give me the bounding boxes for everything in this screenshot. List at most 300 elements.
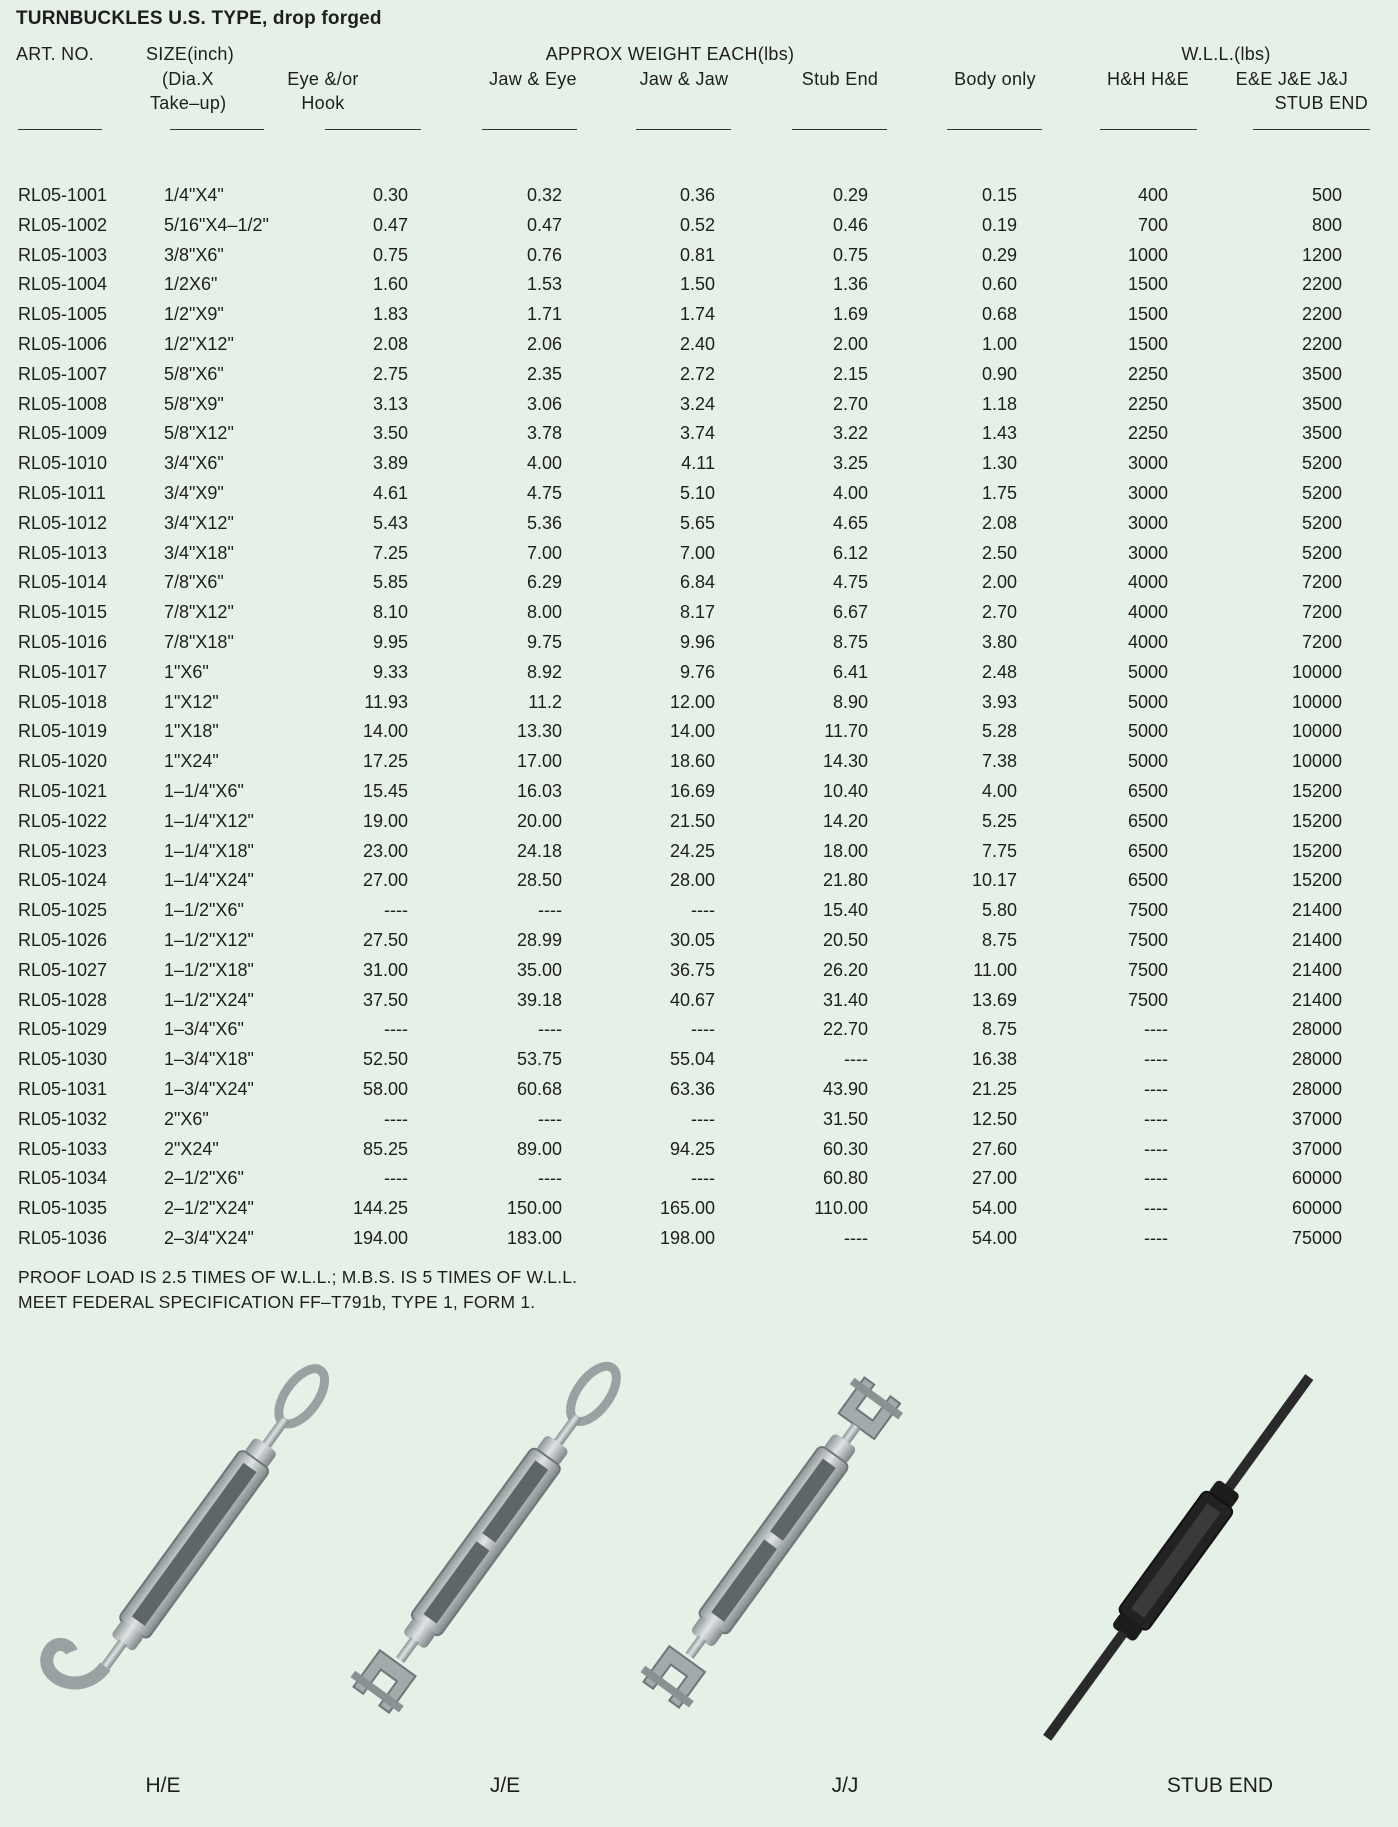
- cell-stub-end: 0.29: [832, 185, 868, 205]
- cell-eye-hook: 1.83: [372, 304, 408, 325]
- header-jaw-eye: Jaw & Eye: [489, 69, 577, 89]
- header-underline: [18, 129, 102, 130]
- cell-art-no: RL05-1021: [18, 781, 108, 801]
- header-wll-stub-end: STUB END: [1274, 93, 1368, 113]
- table-row: [0, 746, 1398, 776]
- cell-stub-end: 20.50: [822, 930, 868, 950]
- cell-stub-end: 6.67: [832, 602, 868, 623]
- cell-eye-hook: 5.43: [372, 512, 408, 533]
- cell-art-no: RL05-1026: [18, 930, 108, 950]
- table-row: [0, 836, 1398, 866]
- cell-wll-hh-he: ----: [1144, 1138, 1168, 1159]
- header-underline: [792, 129, 887, 130]
- cell-wll-ee-je-jj: 21400: [1291, 959, 1342, 980]
- cell-wll-hh-he: 5000: [1127, 661, 1168, 682]
- cell-art-no: RL05-1022: [18, 810, 108, 831]
- cell-stub-end: 26.20: [822, 959, 868, 980]
- cell-stub-end: 31.40: [822, 989, 868, 1010]
- cell-wll-hh-he: 2250: [1127, 423, 1168, 444]
- table-row: [0, 1014, 1398, 1044]
- table-row: [0, 1163, 1398, 1193]
- cell-body-only: 1.75: [981, 483, 1017, 503]
- cell-jaw-jaw: ----: [691, 1019, 715, 1040]
- cell-body-only: 8.75: [981, 930, 1017, 950]
- cell-wll-ee-je-jj: 15200: [1291, 781, 1342, 801]
- cell-body-only: 7.38: [981, 751, 1017, 772]
- cell-wll-hh-he: 400: [1137, 185, 1168, 205]
- table-row: [0, 508, 1398, 538]
- cell-jaw-eye: ----: [538, 900, 562, 921]
- cell-stub-end: 43.90: [822, 1079, 868, 1099]
- cell-wll-hh-he: 7500: [1127, 930, 1168, 950]
- cell-jaw-jaw: 4.11: [681, 453, 715, 474]
- cell-jaw-eye: 24.18: [516, 840, 562, 861]
- cell-jaw-eye: 2.06: [526, 334, 562, 354]
- cell-wll-hh-he: 3000: [1127, 542, 1168, 563]
- cell-eye-hook: 14.00: [362, 721, 408, 742]
- cell-eye-hook: ----: [384, 1019, 408, 1040]
- table-row: [0, 359, 1398, 389]
- cell-art-no: RL05-1007: [18, 363, 108, 384]
- cell-wll-ee-je-jj: 28000: [1291, 1049, 1342, 1070]
- cell-eye-hook: 15.45: [362, 781, 408, 801]
- cell-wll-hh-he: 6500: [1127, 840, 1168, 861]
- table-row: [0, 1193, 1398, 1223]
- header-body-only: Body only: [954, 69, 1036, 89]
- cell-jaw-eye: 3.78: [526, 423, 562, 444]
- cell-art-no: RL05-1009: [18, 423, 108, 444]
- cell-eye-hook: 37.50: [362, 989, 408, 1010]
- cell-jaw-eye: 39.18: [516, 989, 562, 1010]
- cell-jaw-eye: 4.00: [526, 453, 562, 474]
- cell-body-only: 12.50: [971, 1108, 1017, 1129]
- cell-jaw-eye: ----: [538, 1168, 562, 1189]
- cell-wll-hh-he: 7500: [1127, 989, 1168, 1010]
- header-art-no: ART. NO.: [16, 44, 95, 64]
- cell-eye-hook: 3.13: [372, 393, 408, 414]
- cell-wll-ee-je-jj: 28000: [1291, 1019, 1342, 1040]
- cell-jaw-eye: 8.92: [526, 661, 562, 682]
- cell-wll-ee-je-jj: 28000: [1291, 1079, 1342, 1099]
- cell-jaw-eye: 4.75: [526, 483, 562, 503]
- cell-wll-hh-he: 6500: [1127, 781, 1168, 801]
- cell-wll-ee-je-jj: 15200: [1291, 870, 1342, 891]
- cell-stub-end: 14.20: [822, 810, 868, 831]
- cell-jaw-jaw: 63.36: [669, 1079, 715, 1099]
- cell-stub-end: 10.40: [822, 781, 868, 801]
- cell-jaw-jaw: 165.00: [659, 1198, 715, 1219]
- cell-jaw-eye: 35.00: [516, 959, 562, 980]
- header-underline: [947, 129, 1042, 130]
- table-row: [0, 567, 1398, 597]
- cell-eye-hook: 19.00: [362, 810, 408, 831]
- cell-size: 5/8"X9": [164, 393, 224, 414]
- cell-jaw-eye: 16.03: [516, 781, 562, 801]
- cell-wll-ee-je-jj: 21400: [1291, 930, 1342, 950]
- cell-jaw-jaw: 2.72: [679, 363, 715, 384]
- cell-jaw-eye: 1.71: [526, 304, 562, 325]
- table-row: [0, 1223, 1398, 1253]
- cell-size: 1–3/4"X24": [164, 1079, 254, 1099]
- cell-eye-hook: 0.47: [372, 214, 408, 235]
- table-row: [0, 597, 1398, 627]
- cell-size: 1"X24": [164, 751, 219, 772]
- cell-art-no: RL05-1033: [18, 1138, 108, 1159]
- table-row: [0, 985, 1398, 1015]
- cell-wll-hh-he: ----: [1144, 1079, 1168, 1099]
- cell-eye-hook: ----: [384, 900, 408, 921]
- cell-jaw-eye: 2.35: [526, 363, 562, 384]
- table-row: [0, 210, 1398, 240]
- cell-size: 1–3/4"X18": [164, 1049, 254, 1070]
- cell-stub-end: 0.75: [832, 244, 868, 265]
- note-federal-spec: MEET FEDERAL SPECIFICATION FF–T791b, TYPE 1, FORM 1.: [18, 1292, 536, 1312]
- turnbuckle-je-image: [330, 1345, 630, 1755]
- cell-jaw-jaw: 7.00: [679, 542, 715, 563]
- table-row: [0, 1104, 1398, 1134]
- cell-stub-end: 6.12: [832, 542, 868, 563]
- cell-stub-end: ----: [844, 1228, 868, 1248]
- cell-body-only: 13.69: [971, 989, 1017, 1010]
- cell-jaw-eye: 28.99: [516, 930, 562, 950]
- cell-body-only: 4.00: [981, 781, 1017, 801]
- cell-body-only: 5.80: [981, 900, 1017, 921]
- cell-eye-hook: 23.00: [362, 840, 408, 861]
- cell-jaw-jaw: 0.52: [679, 214, 715, 235]
- caption-je: J/E: [489, 1774, 521, 1797]
- cell-stub-end: 14.30: [822, 751, 868, 772]
- cell-wll-ee-je-jj: 2200: [1301, 334, 1342, 354]
- cell-wll-ee-je-jj: 800: [1311, 214, 1342, 235]
- cell-art-no: RL05-1023: [18, 840, 108, 861]
- cell-wll-ee-je-jj: 5200: [1301, 483, 1342, 503]
- cell-wll-hh-he: 3000: [1127, 483, 1168, 503]
- cell-wll-ee-je-jj: 5200: [1301, 542, 1342, 563]
- turnbuckle-he-image: [40, 1350, 340, 1750]
- cell-stub-end: 15.40: [822, 900, 868, 921]
- header-eye-hook: Eye &/or: [287, 69, 359, 89]
- table-row: [0, 1044, 1398, 1074]
- cell-art-no: RL05-1012: [18, 512, 108, 533]
- cell-eye-hook: 85.25: [362, 1138, 408, 1159]
- cell-body-only: 1.18: [981, 393, 1017, 414]
- cell-wll-hh-he: 1500: [1127, 334, 1168, 354]
- cell-wll-hh-he: ----: [1144, 1168, 1168, 1189]
- cell-jaw-eye: 28.50: [516, 870, 562, 891]
- cell-jaw-jaw: 6.84: [679, 572, 715, 593]
- cell-stub-end: 4.65: [832, 512, 868, 533]
- header-hh-he: H&H H&E: [1106, 69, 1190, 89]
- cell-size: 1"X6": [164, 661, 209, 682]
- cell-jaw-jaw: 2.40: [679, 334, 715, 354]
- cell-wll-ee-je-jj: 21400: [1291, 900, 1342, 921]
- note-proof-load: PROOF LOAD IS 2.5 TIMES OF W.L.L.; M.B.S. IS 5 TIMES OF W.L.L.: [18, 1267, 578, 1287]
- cell-wll-ee-je-jj: 7200: [1301, 602, 1342, 623]
- cell-size: 1–1/2"X24": [164, 989, 254, 1010]
- header-ee-je-jj: E&E J&E J&J: [1235, 69, 1348, 89]
- cell-stub-end: ----: [844, 1049, 868, 1070]
- cell-art-no: RL05-1024: [18, 870, 108, 891]
- cell-body-only: 0.29: [981, 244, 1017, 265]
- cell-jaw-jaw: 0.81: [679, 244, 715, 265]
- cell-eye-hook: 1.60: [372, 274, 408, 295]
- cell-jaw-jaw: ----: [691, 1168, 715, 1189]
- cell-body-only: 3.80: [981, 632, 1017, 652]
- cell-wll-ee-je-jj: 2200: [1301, 274, 1342, 295]
- cell-jaw-jaw: 3.74: [679, 423, 715, 444]
- table-row: [0, 538, 1398, 568]
- cell-wll-hh-he: 1500: [1127, 304, 1168, 325]
- cell-eye-hook: 31.00: [362, 959, 408, 980]
- cell-body-only: 8.75: [981, 1019, 1017, 1040]
- cell-jaw-eye: 7.00: [526, 542, 562, 563]
- cell-stub-end: 8.90: [832, 691, 868, 712]
- table-row: [0, 716, 1398, 746]
- cell-wll-ee-je-jj: 60000: [1291, 1168, 1342, 1189]
- table-row: [0, 418, 1398, 448]
- cell-wll-hh-he: 5000: [1127, 691, 1168, 712]
- cell-wll-ee-je-jj: 7200: [1301, 632, 1342, 652]
- cell-body-only: 5.28: [981, 721, 1017, 742]
- cell-jaw-eye: 8.00: [526, 602, 562, 623]
- cell-eye-hook: 11.93: [364, 691, 408, 712]
- cell-size: 1–1/2"X6": [164, 900, 244, 921]
- header-size-dia: (Dia.X: [162, 69, 214, 89]
- cell-jaw-eye: 5.36: [526, 512, 562, 533]
- cell-jaw-jaw: ----: [691, 900, 715, 921]
- cell-size: 3/4"X9": [164, 483, 224, 503]
- cell-wll-hh-he: 700: [1137, 214, 1168, 235]
- cell-body-only: 2.00: [981, 572, 1017, 593]
- turnbuckle-jj-image: [620, 1340, 920, 1750]
- cell-wll-ee-je-jj: 1200: [1301, 244, 1342, 265]
- table-row: [0, 776, 1398, 806]
- cell-jaw-eye: 6.29: [526, 572, 562, 593]
- cell-eye-hook: 194.00: [352, 1228, 408, 1248]
- cell-art-no: RL05-1011: [18, 483, 106, 503]
- cell-body-only: 54.00: [971, 1198, 1017, 1219]
- cell-wll-ee-je-jj: 500: [1311, 185, 1342, 205]
- header-underline: [636, 129, 731, 130]
- cell-stub-end: 110.00: [814, 1198, 868, 1219]
- cell-wll-hh-he: 2250: [1127, 393, 1168, 414]
- header-jaw-jaw: Jaw & Jaw: [639, 69, 729, 89]
- cell-size: 1–1/4"X12": [164, 810, 254, 831]
- cell-size: 1"X18": [164, 721, 219, 742]
- cell-art-no: RL05-1014: [18, 572, 108, 593]
- table-row: [0, 1074, 1398, 1104]
- table-row: [0, 806, 1398, 836]
- cell-wll-hh-he: 5000: [1127, 751, 1168, 772]
- cell-stub-end: 18.00: [822, 840, 868, 861]
- cell-body-only: 1.43: [981, 423, 1017, 444]
- cell-body-only: 27.00: [971, 1168, 1017, 1189]
- cell-jaw-jaw: 40.67: [669, 989, 715, 1010]
- header-size-takeup: Take–up): [150, 93, 227, 113]
- cell-wll-ee-je-jj: 37000: [1291, 1138, 1342, 1159]
- cell-art-no: RL05-1010: [18, 453, 108, 474]
- cell-jaw-jaw: 55.04: [669, 1049, 715, 1070]
- cell-jaw-jaw: 5.65: [679, 512, 715, 533]
- cell-jaw-jaw: 1.50: [679, 274, 715, 295]
- cell-jaw-jaw: 28.00: [669, 870, 715, 891]
- cell-size: 2"X24": [164, 1138, 219, 1159]
- cell-jaw-jaw: 18.60: [669, 751, 715, 772]
- cell-art-no: RL05-1019: [18, 721, 108, 742]
- cell-stub-end: 31.50: [822, 1108, 868, 1129]
- cell-wll-hh-he: 4000: [1127, 572, 1168, 593]
- cell-stub-end: 8.75: [832, 632, 868, 652]
- cell-wll-hh-he: 3000: [1127, 453, 1168, 474]
- cell-wll-ee-je-jj: 2200: [1301, 304, 1342, 325]
- table-row: [0, 448, 1398, 478]
- cell-jaw-eye: 17.00: [516, 751, 562, 772]
- cell-eye-hook: 5.85: [372, 572, 408, 593]
- cell-wll-hh-he: 4000: [1127, 632, 1168, 652]
- cell-art-no: RL05-1001: [18, 185, 108, 205]
- table-row: [0, 955, 1398, 985]
- cell-size: 3/8"X6": [164, 244, 224, 265]
- cell-eye-hook: 3.50: [372, 423, 408, 444]
- cell-wll-ee-je-jj: 10000: [1291, 721, 1342, 742]
- cell-body-only: 1.00: [981, 334, 1017, 354]
- cell-size: 1/4"X4": [164, 185, 224, 205]
- cell-size: 1–1/2"X18": [164, 959, 254, 980]
- table-row: [0, 895, 1398, 925]
- cell-wll-ee-je-jj: 15200: [1291, 840, 1342, 861]
- table-row: [0, 478, 1398, 508]
- cell-jaw-eye: 60.68: [516, 1079, 562, 1099]
- header-underline: [325, 129, 421, 130]
- cell-stub-end: 4.75: [832, 572, 868, 593]
- cell-jaw-jaw: 5.10: [679, 483, 715, 503]
- caption-he: H/E: [145, 1774, 181, 1797]
- cell-jaw-jaw: 0.36: [679, 185, 715, 205]
- cell-size: 5/8"X6": [164, 363, 224, 384]
- cell-art-no: RL05-1018: [18, 691, 108, 712]
- header-underline: [170, 129, 264, 130]
- turnbuckle-stub-end-image: [1000, 1345, 1360, 1765]
- cell-wll-hh-he: 1500: [1127, 274, 1168, 295]
- cell-jaw-eye: 11.2: [528, 691, 562, 712]
- cell-wll-hh-he: 6500: [1127, 870, 1168, 891]
- cell-wll-ee-je-jj: 60000: [1291, 1198, 1342, 1219]
- cell-wll-hh-he: 1000: [1127, 244, 1168, 265]
- cell-size: 7/8"X18": [164, 632, 234, 652]
- table-row: [0, 329, 1398, 359]
- cell-eye-hook: 2.08: [372, 334, 408, 354]
- cell-body-only: 54.00: [971, 1228, 1017, 1248]
- cell-wll-hh-he: 7500: [1127, 959, 1168, 980]
- table-row: [0, 1134, 1398, 1164]
- cell-wll-ee-je-jj: 21400: [1291, 989, 1342, 1010]
- cell-size: 2–1/2"X6": [164, 1168, 244, 1189]
- cell-size: 1/2"X9": [164, 304, 224, 325]
- cell-eye-hook: 17.25: [362, 751, 408, 772]
- cell-body-only: 5.25: [981, 810, 1017, 831]
- cell-jaw-eye: ----: [538, 1019, 562, 1040]
- cell-eye-hook: ----: [384, 1168, 408, 1189]
- cell-size: 1–1/4"X18": [164, 840, 254, 861]
- page-title: TURNBUCKLES U.S. TYPE, drop forged: [16, 8, 382, 29]
- cell-art-no: RL05-1031: [18, 1079, 108, 1099]
- cell-body-only: 1.30: [981, 453, 1017, 474]
- cell-eye-hook: 0.30: [372, 185, 408, 205]
- cell-art-no: RL05-1015: [18, 602, 108, 623]
- cell-art-no: RL05-1028: [18, 989, 108, 1010]
- cell-stub-end: 2.15: [832, 363, 868, 384]
- cell-jaw-eye: 0.32: [526, 185, 562, 205]
- cell-wll-ee-je-jj: 3500: [1301, 363, 1342, 384]
- cell-size: 3/4"X18": [164, 542, 234, 563]
- cell-jaw-jaw: 1.74: [679, 304, 715, 325]
- cell-art-no: RL05-1006: [18, 334, 108, 354]
- cell-body-only: 16.38: [971, 1049, 1017, 1070]
- header-underline: [1253, 129, 1370, 130]
- cell-jaw-jaw: 24.25: [669, 840, 715, 861]
- cell-jaw-eye: 183.00: [506, 1228, 562, 1248]
- cell-wll-hh-he: 4000: [1127, 602, 1168, 623]
- cell-eye-hook: 9.95: [372, 632, 408, 652]
- cell-wll-ee-je-jj: 5200: [1301, 453, 1342, 474]
- cell-art-no: RL05-1004: [18, 274, 108, 295]
- cell-wll-ee-je-jj: 5200: [1301, 512, 1342, 533]
- cell-wll-hh-he: ----: [1144, 1049, 1168, 1070]
- cell-jaw-jaw: 9.76: [679, 661, 715, 682]
- cell-jaw-jaw: 16.69: [669, 781, 715, 801]
- header-wll: W.L.L.(lbs): [1181, 44, 1271, 64]
- cell-stub-end: 1.69: [832, 304, 868, 325]
- cell-wll-hh-he: ----: [1144, 1198, 1168, 1219]
- cell-jaw-jaw: 30.05: [669, 930, 715, 950]
- cell-jaw-jaw: ----: [691, 1108, 715, 1129]
- cell-body-only: 0.19: [981, 214, 1017, 235]
- cell-stub-end: 11.70: [824, 721, 868, 742]
- header-underline: [482, 129, 577, 130]
- cell-stub-end: 60.80: [822, 1168, 868, 1189]
- cell-stub-end: 1.36: [832, 274, 868, 295]
- table-row: [0, 180, 1398, 210]
- cell-size: 2–1/2"X24": [164, 1198, 254, 1219]
- cell-wll-ee-je-jj: 3500: [1301, 423, 1342, 444]
- cell-wll-ee-je-jj: 3500: [1301, 393, 1342, 414]
- cell-body-only: 0.60: [981, 274, 1017, 295]
- cell-jaw-jaw: 12.00: [669, 691, 715, 712]
- cell-jaw-jaw: 94.25: [669, 1138, 715, 1159]
- cell-art-no: RL05-1034: [18, 1168, 108, 1189]
- header-approx-weight: APPROX WEIGHT EACH(lbs): [545, 44, 795, 64]
- cell-art-no: RL05-1013: [18, 542, 108, 563]
- cell-art-no: RL05-1029: [18, 1019, 108, 1040]
- cell-wll-ee-je-jj: 10000: [1291, 661, 1342, 682]
- cell-art-no: RL05-1008: [18, 393, 108, 414]
- cell-eye-hook: 144.25: [352, 1198, 408, 1219]
- cell-jaw-eye: 150.00: [506, 1198, 562, 1219]
- table-row: [0, 240, 1398, 270]
- cell-wll-hh-he: 2250: [1127, 363, 1168, 384]
- table-row: [0, 657, 1398, 687]
- cell-art-no: RL05-1032: [18, 1108, 108, 1129]
- header-eye-hook-2: Hook: [301, 93, 345, 113]
- cell-eye-hook: 4.61: [372, 483, 408, 503]
- cell-art-no: RL05-1036: [18, 1228, 108, 1248]
- cell-size: 7/8"X12": [164, 602, 234, 623]
- cell-stub-end: 2.00: [832, 334, 868, 354]
- cell-art-no: RL05-1005: [18, 304, 108, 325]
- cell-eye-hook: 9.33: [372, 661, 408, 682]
- cell-wll-hh-he: 7500: [1127, 900, 1168, 921]
- cell-stub-end: 2.70: [832, 393, 868, 414]
